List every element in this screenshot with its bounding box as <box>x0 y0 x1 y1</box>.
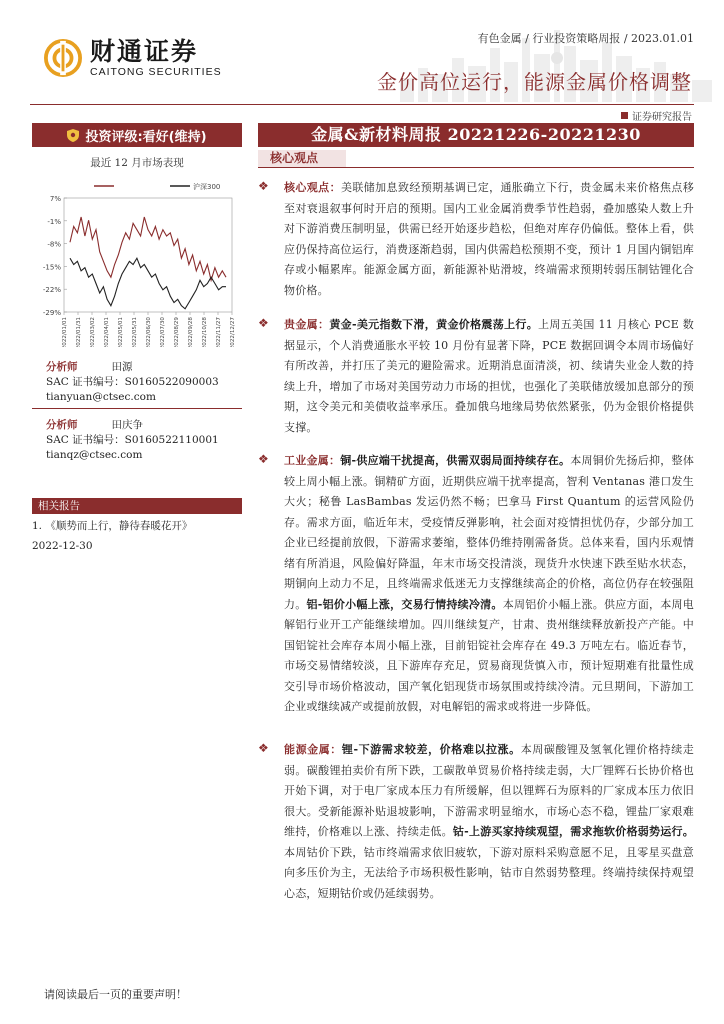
section-body: 本周钴价下跌，钴市终端需求依旧疲软，下游对原料采购意愿不足，且零星买盘意向多压价为主，无法给予市场积极性影响，钴市自然弱势整理。终端持续保持观望心态，短期钴价或仍延续弱势。 <box>284 845 694 900</box>
logo-cn-text: 财通证券 <box>90 37 199 66</box>
related-report-item[interactable] <box>32 516 246 556</box>
core-divider <box>258 167 694 168</box>
square-bullet-icon <box>621 112 628 119</box>
section-subheading: 钴-上游买家持续观望，需求拖软价格弱势运行。 <box>452 825 695 838</box>
diamond-bullet-icon: ❖ <box>258 452 269 466</box>
y-tick-label: -22% <box>42 286 61 295</box>
section-subheading: 锂-下游需求较差，价格难以拉涨。 <box>341 743 521 756</box>
related-index: 1. <box>32 520 43 532</box>
diamond-bullet-icon: ❖ <box>258 316 269 330</box>
y-tick-label: -8% <box>47 240 61 249</box>
market-performance-chart-svg <box>32 172 242 347</box>
x-tick-label: 2022/01/01 <box>62 317 68 347</box>
footer-disclaimer: 请阅读最后一页的重要声明！ <box>44 988 187 1001</box>
x-tick-label: 2022/06/30 <box>146 317 152 347</box>
x-tick-label: 2022/12/27 <box>230 317 236 347</box>
section-subheading: 铝-铝价小幅上涨，交易行情持续冷清。 <box>306 597 503 611</box>
x-tick-label: 2022/11/27 <box>216 317 222 347</box>
x-tick-label: 2022/04/01 <box>104 317 110 347</box>
section-industrial-metals <box>258 451 694 718</box>
chart-plot-frame <box>64 198 232 312</box>
related-title[interactable]: 《顺势而上行，静待春暖花开》 <box>45 520 193 532</box>
section-precious-metals <box>258 315 694 438</box>
analyst-email[interactable]: tianyuan@ctsec.com <box>46 391 156 403</box>
y-tick-label: -1% <box>47 217 61 226</box>
section-subheading: 铜-供应端干扰提高，供需双弱局面持续存在。 <box>340 454 571 467</box>
related-reports-header: 相关报告 <box>32 498 242 514</box>
doc-type-label: 证券研究报告 <box>632 112 692 123</box>
section-body: 本周铜价先扬后抑，整体较上周小幅上涨。铜精矿方面，近期供应端干扰率提高，智利 Ventanas 港口发生大火；秘鲁 LasBambas 发运仍然不畅；巴拿马 First Quantum 的运营风险仍存。需求方面，临近年末，受疫情反弹影响，社会面对疫情担忧仍存，少部分加工企业已经提前放假，下游需求萎缩，整体仍维持刚需备货。总体来看，国内乐观情绪有所消退，风险偏好降温，年末市场交投清淡，现货升水快速下跌至贴水状态，期铜向上动力不足，且终端需求低迷无力支撑继续高企的价格，高位仍存在较强阻力。 <box>284 454 695 611</box>
x-tick-label: 2022/05/31 <box>132 317 138 347</box>
caitong-logo-icon <box>44 39 82 77</box>
market-performance-chart <box>32 172 242 347</box>
section-lead: 工业金属： <box>284 454 341 467</box>
x-tick-label: 2022/01/31 <box>76 317 82 347</box>
section-text <box>284 315 694 438</box>
section-core-view <box>258 178 694 301</box>
section-lead: 核心观点： <box>284 181 341 194</box>
section-body: 本周铝价小幅上涨。供应方面，本周电解铝行业开工产能继续增加。四川继续复产，甘肃、贵州继续释放新投产产能。中国铝锭社会库存本周小幅上涨，目前铝锭社会库存在 49.3 万吨左右。临近春节，市场交易情绪较淡，且下游库存充足，贸易商现货慎入市，预计短期难有批量性成交引导市场价格波动，国产氧化铝现货市场氛围或持续冷清。元旦期间，下游加工企业或继续减产或提前放假，对电解铝的需求或将进一步降低。 <box>284 597 694 713</box>
x-tick-label: 2022/07/30 <box>160 317 166 347</box>
sector-label: 有色金属 <box>477 32 522 45</box>
report-meta: 有色金属 / 行业投资策略周报 / 2023.01.01 <box>477 32 694 45</box>
x-tick-label: 2022/10/28 <box>202 317 208 347</box>
company-logo <box>44 38 222 78</box>
section-text <box>284 451 694 718</box>
doc-type <box>621 108 692 123</box>
rating-text: 投资评级:看好(维持) <box>85 129 207 145</box>
series-line-2 <box>70 258 226 309</box>
section-body: 本周碳酸锂及氢氧化锂价格持续走弱。碳酸锂拍卖价有所下跌，工碳散单贸易价格持续走弱，大厂锂辉石长协价格也开始下调，对于电厂家成本压力有所缓解，但以锂辉石为原料的厂家成本压力依旧很大。受新能源补贴退坡影响，下游需求明显缩水，市场心态不稳，锂盐厂家艰难维持，价格难以上涨、持续走低。 <box>284 743 695 838</box>
diamond-bullet-icon: ❖ <box>258 179 269 193</box>
header-divider <box>30 104 694 105</box>
section-body: 美联储加息致经预期基调已定，通胀确立下行，贵金属未来价格焦点移至对衰退叙事何时开启的预期。国内工业金属消费季节性趋弱，叠加感染人数上升对下游消费压制明显，供需已经开始逐步趋松，但绝对库存仍偏低。整体上看，供应仍保持高位运行，消费逐渐趋弱，国内供需趋松预期不变，预计 1 月国内铜铝库存或小幅累库。能源金属方面，新能源补贴滑坡，终端需求预期转弱压制钴锂化合物价格。 <box>284 181 695 297</box>
analyst-sac: SAC 证书编号：S0160522110001 <box>46 434 219 446</box>
analyst-email[interactable]: tianqz@ctsec.com <box>46 449 143 461</box>
related-date: 2022-12-30 <box>32 540 93 552</box>
y-tick-label: 7% <box>49 195 61 203</box>
section-body: 上周五美国 11 月核心 PCE 数据显示，个人消费通胀水平较 10 月份有显著下降，PCE 数据回调令本周市场偏好有所改善，并打压了美元的避险需求。近期消息面清淡，初、续请失业金人数的持续上升，增加了市场对美国劳动力市场的担忧，也强化了美联储放缓加息部分的预期，这令美元和美债收益率承压。叠加俄乌地缘局势依然紧张，仍为金银价格提供支撑。 <box>284 318 694 434</box>
analyst-name: 田源 <box>111 361 133 373</box>
analyst-2 <box>46 418 219 463</box>
report-headline: 金价高位运行，能源金属价格调整 <box>377 70 692 94</box>
section-subheading: 黄金-美元指数下滑，黄金价格震荡上行。 <box>329 318 539 331</box>
analyst-name: 田庆争 <box>111 419 143 431</box>
report-date: 2023.01.01 <box>631 32 694 45</box>
section-text <box>284 740 694 904</box>
chart-caption: 最近 12 月市场表现 <box>90 157 184 169</box>
core-view-label: 核心观点 <box>258 150 346 167</box>
section-lead: 贵金属： <box>284 318 330 331</box>
x-tick-label: 2022/05/01 <box>118 317 124 347</box>
analyst-role: 分析师 <box>46 361 78 373</box>
report-kind-label: 行业投资策略周报 <box>532 32 621 45</box>
x-tick-label: 2022/03/02 <box>90 317 96 347</box>
section-text <box>284 178 694 301</box>
shield-icon <box>67 129 79 142</box>
x-tick-label: 2022/08/29 <box>174 317 180 347</box>
main-title-banner: 金属&新材料周报 20221226-20221230 <box>258 123 694 147</box>
analyst-1 <box>46 360 219 405</box>
diamond-bullet-icon: ❖ <box>258 741 269 755</box>
y-tick-label: -29% <box>42 309 61 317</box>
analyst-divider <box>32 408 242 409</box>
section-energy-metals <box>258 740 694 904</box>
x-tick-label: 2022/09/28 <box>188 317 194 347</box>
y-tick-label: -15% <box>42 263 61 272</box>
analyst-sac: SAC 证书编号：S0160522090003 <box>46 376 219 388</box>
section-lead: 能源金属： <box>284 743 342 756</box>
analyst-role: 分析师 <box>46 419 78 431</box>
logo-en-text: CAITONG SECURITIES <box>90 66 222 78</box>
rating-banner <box>32 123 242 147</box>
legend-label: 沪深300 <box>193 183 221 191</box>
